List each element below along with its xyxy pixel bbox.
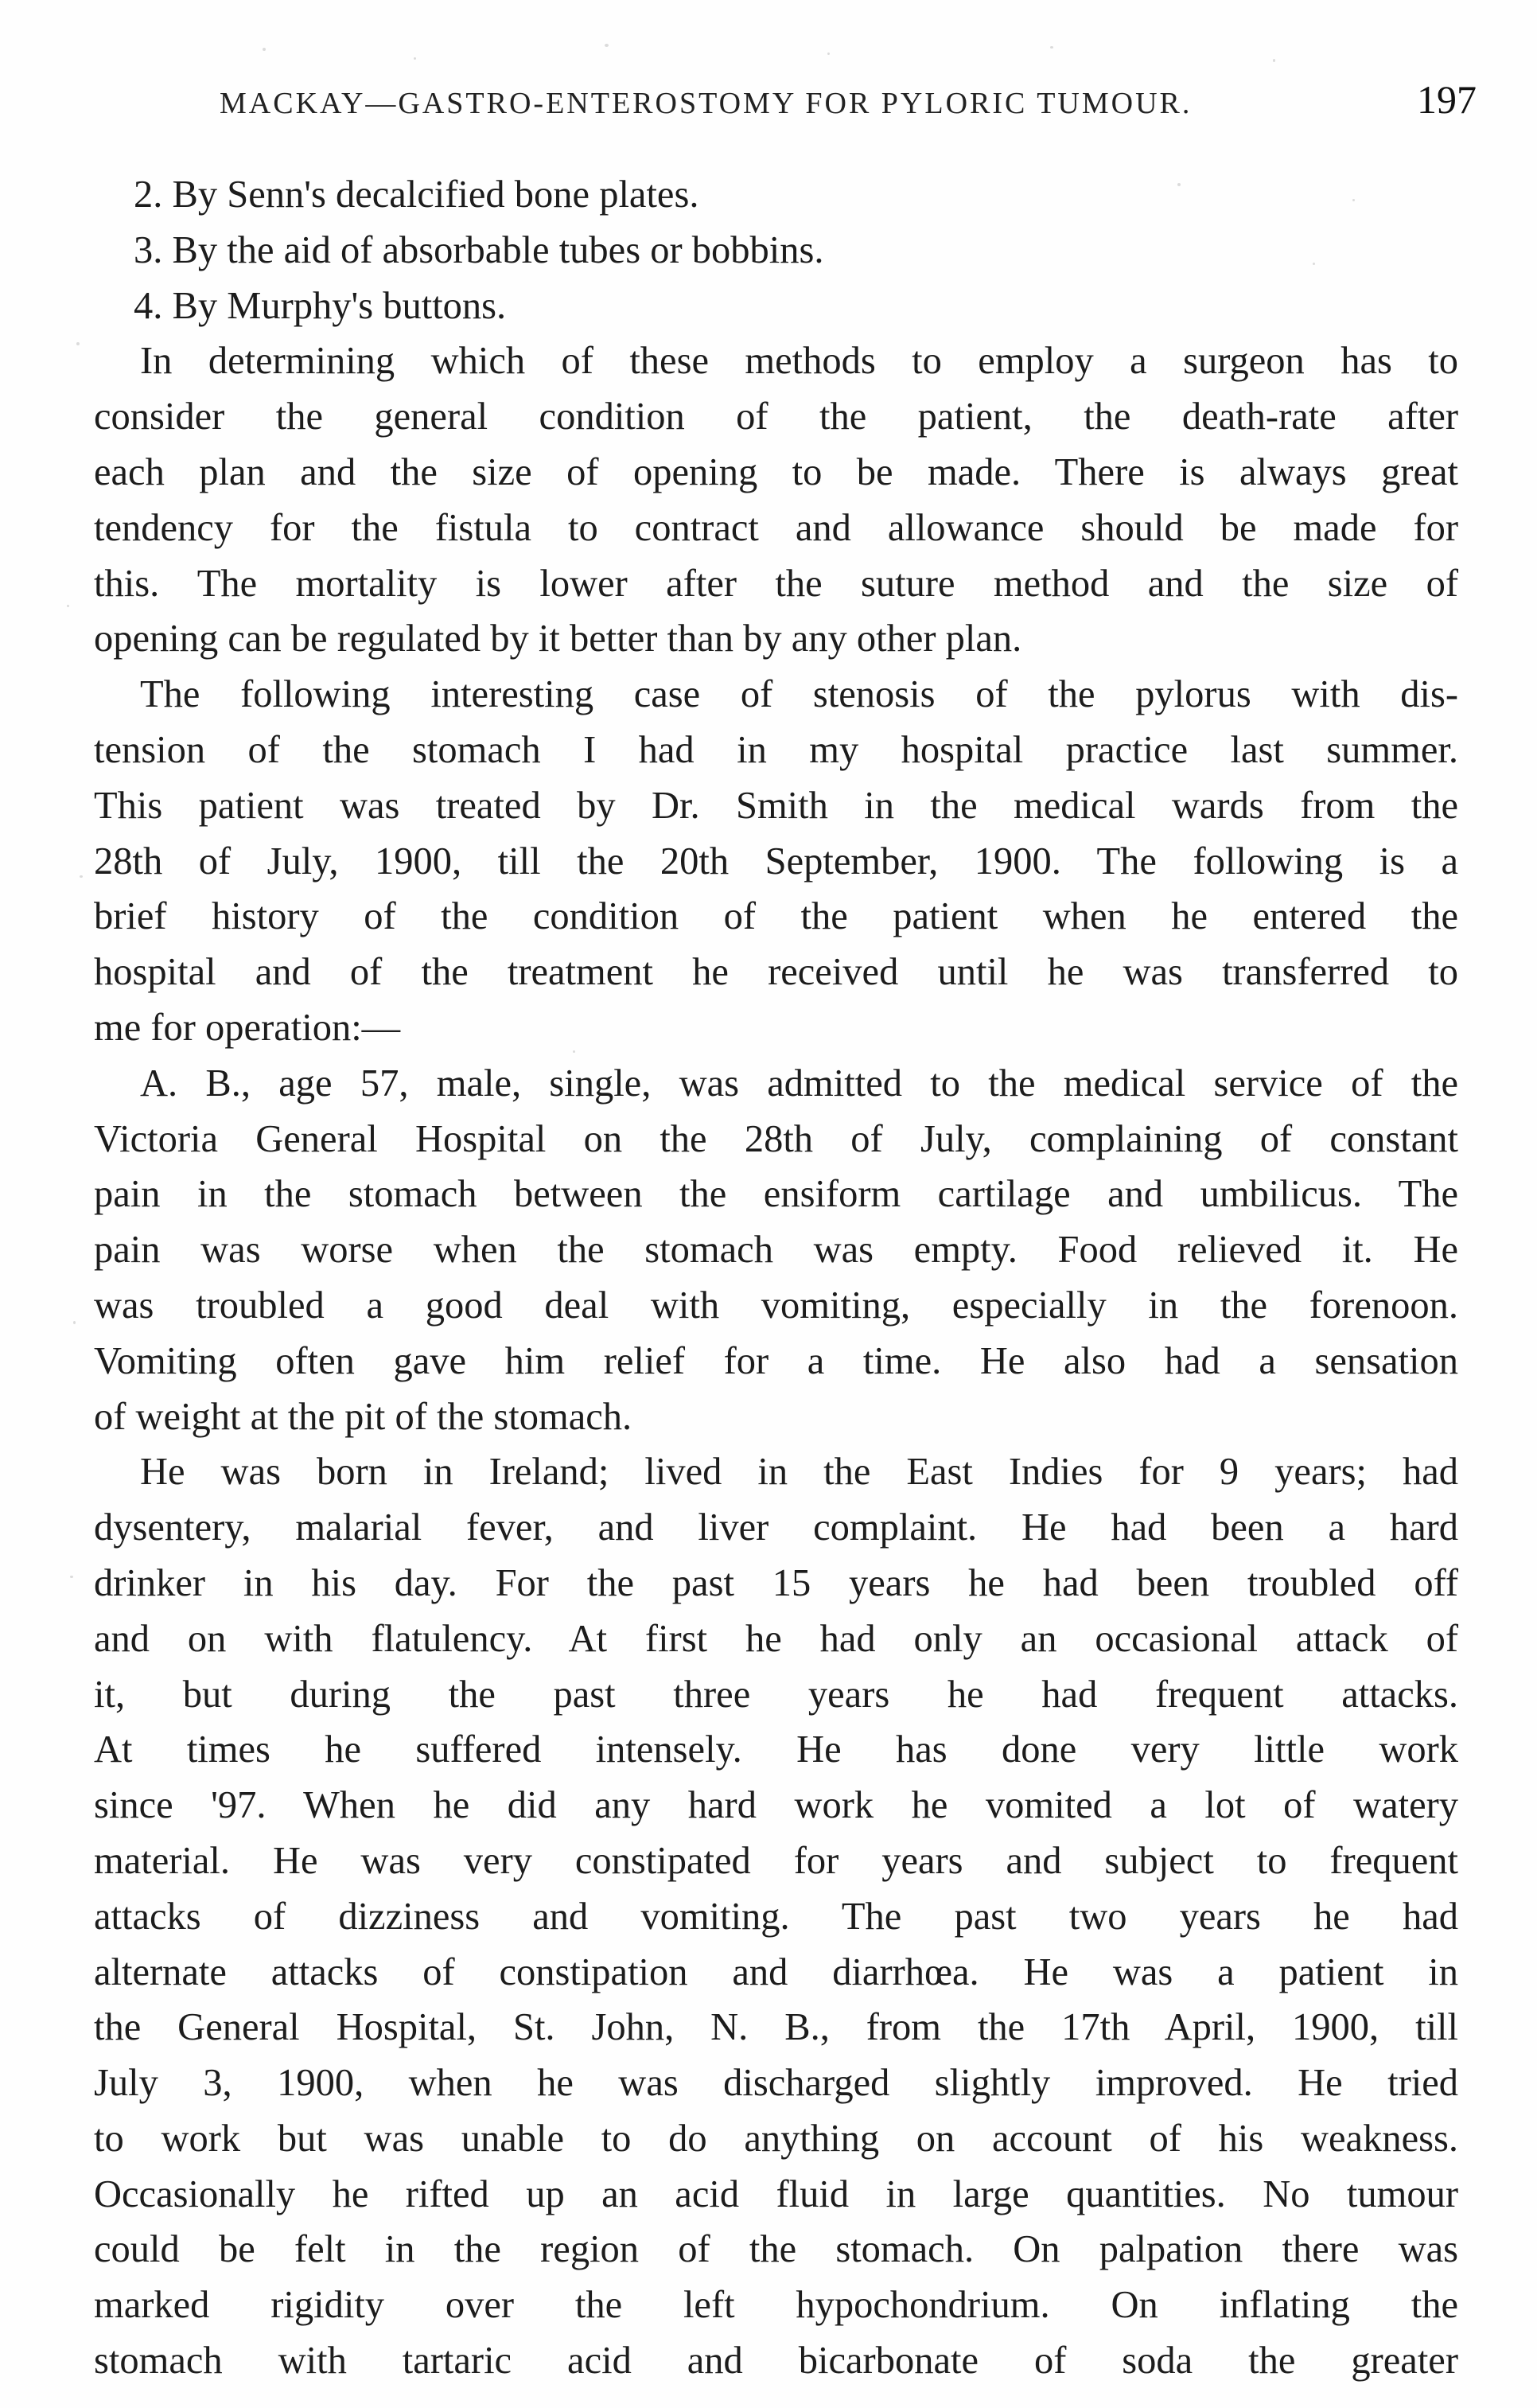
scan-speckle	[67, 605, 69, 607]
text-line: dysentery, malarial fever, and liver complaint. He had been a hard	[94, 1506, 1458, 1549]
text-line: attacks of dizziness and vomiting. The past two years he had	[94, 1895, 1458, 1938]
text-line: the General Hospital, St. John, N. B., from the 17th April, 1900, till	[94, 2006, 1458, 2049]
scan-speckle	[605, 44, 609, 47]
page-number: 197	[1417, 77, 1477, 122]
text-line: to work but was unable to do anything on account of his weakness.	[94, 2117, 1458, 2160]
text-line: He was born in Ireland; lived in the East Indies for 9 years; had	[140, 1451, 1458, 1494]
text-line: could be felt in the region of the stomach. On palpation there was	[94, 2228, 1458, 2271]
body-text	[94, 167, 1458, 2389]
text-line: At times he suffered intensely. He has done very little work	[94, 1728, 1458, 1771]
text-line: The following interesting case of stenosis of the pylorus with dis-	[140, 673, 1458, 716]
text-line: material. He was very constipated for years and subject to frequent	[94, 1839, 1458, 1882]
text-line: Victoria General Hospital on the 28th of July, complaining of constant	[94, 1117, 1458, 1160]
running-head	[220, 72, 1477, 135]
text-line: tendency for the fistula to contract and allowance should be made for	[94, 506, 1458, 549]
scan-speckle	[573, 1050, 575, 1053]
scan-speckle	[1273, 59, 1275, 62]
text-line: and on with flatulency. At first he had only an occasional attack of	[94, 1617, 1458, 1660]
text-line: Occasionally he rifted up an acid fluid in large quantities. No tumour	[94, 2172, 1458, 2215]
scan-speckle	[1352, 199, 1355, 201]
text-line: marked rigidity over the left hypochondrium. On inflating the	[94, 2284, 1458, 2327]
text-line: This patient was treated by Dr. Smith in the medical wards from the	[94, 784, 1458, 827]
list-item-absorbable-tubes: 3. By the aid of absorbable tubes or bobbins.	[134, 228, 824, 271]
text-line: me for operation:—	[94, 1006, 401, 1049]
scan-speckle	[73, 1321, 76, 1324]
scan-speckle	[414, 57, 416, 60]
scan-speckle	[1313, 263, 1315, 265]
text-line: hospital and of the treatment he received until he was transferred to	[94, 951, 1458, 994]
text-line: pain was worse when the stomach was empty. Food relieved it. He	[94, 1229, 1458, 1272]
scan-speckle	[263, 48, 266, 51]
text-line: opening can be regulated by it better than by any other plan.	[94, 618, 1022, 660]
scan-speckle	[1177, 183, 1181, 186]
scan-speckle	[1050, 46, 1053, 49]
list-item-murphy-buttons: 4. By Murphy's buttons.	[134, 284, 507, 327]
text-line: Vomiting often gave him relief for a time. He also had a sensation	[94, 1339, 1458, 1382]
text-line: pain in the stomach between the ensiform cartilage and umbilicus. The	[94, 1173, 1458, 1216]
text-line: each plan and the size of opening to be made. There is always great	[94, 450, 1458, 493]
text-line: it, but during the past three years he had frequent attacks.	[94, 1673, 1458, 1716]
text-line: drinker in his day. For the past 15 years he had been troubled off	[94, 1561, 1458, 1604]
text-line: stomach with tartaric acid and bicarbonate of soda the greater	[94, 2340, 1458, 2383]
text-line: alternate attacks of constipation and diarrhœa. He was a patient in	[94, 1950, 1458, 1993]
text-line: brief history of the condition of the patient when he entered the	[94, 895, 1458, 938]
text-line: July 3, 1900, when he was discharged slightly improved. He tried	[94, 2062, 1458, 2105]
text-line: this. The mortality is lower after the suture method and the size of	[94, 562, 1458, 605]
scan-speckle	[76, 342, 80, 345]
scan-speckle	[70, 1576, 73, 1578]
running-title: MACKAY—GASTRO-ENTEROSTOMY FOR PYLORIC TUMOUR.	[220, 87, 1193, 120]
text-line: consider the general condition of the patient, the death-rate after	[94, 395, 1458, 438]
scan-speckle	[80, 875, 83, 878]
text-line: of weight at the pit of the stomach.	[94, 1395, 632, 1438]
text-line: was troubled a good deal with vomiting, especially in the forenoon.	[94, 1284, 1458, 1327]
text-line: since '97. When he did any hard work he vomited a lot of watery	[94, 1784, 1458, 1827]
text-line: A. B., age 57, male, single, was admitted to the medical service of the	[140, 1062, 1458, 1105]
text-line: 28th of July, 1900, till the 20th September, 1900. The following is a	[94, 840, 1458, 883]
text-line: In determining which of these methods to employ a surgeon has to	[140, 340, 1458, 383]
scan-speckle	[827, 53, 830, 55]
text-line: tension of the stomach I had in my hospital practice last summer.	[94, 728, 1458, 771]
list-item-senn: 2. By Senn's decalcified bone plates.	[134, 173, 699, 216]
